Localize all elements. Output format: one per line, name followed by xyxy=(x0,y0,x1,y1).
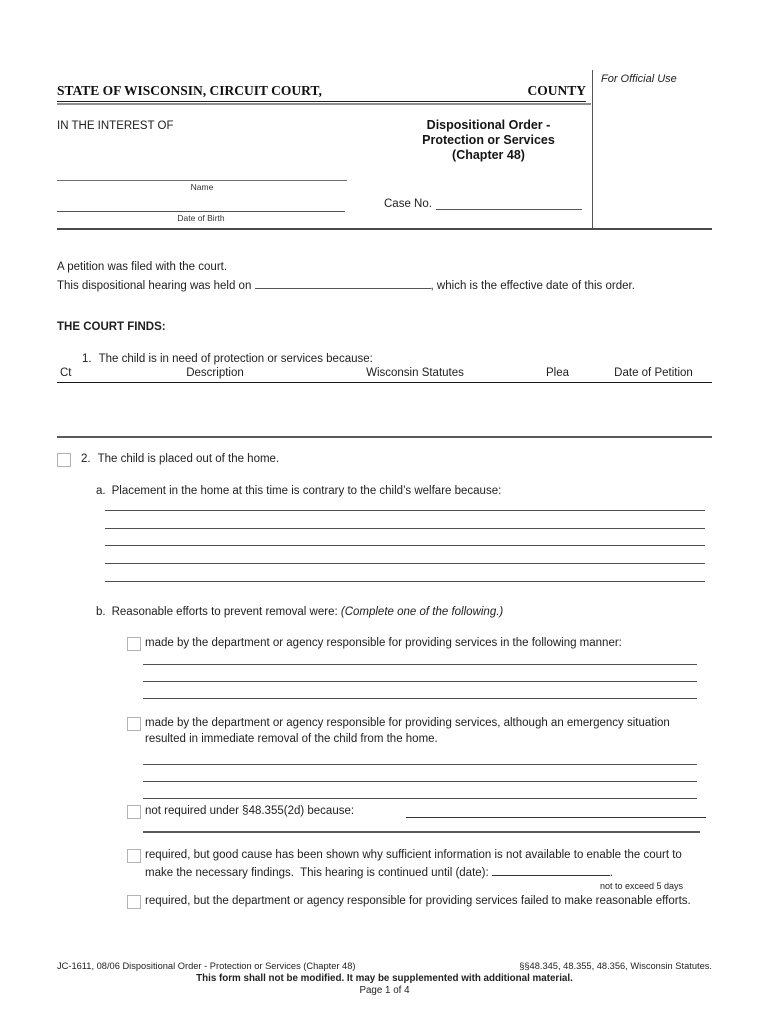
form-title-line1: Dispositional Order - xyxy=(426,118,551,132)
footer-statutes: §§48.345, 48.355, 48.356, Wisconsin Statutes. xyxy=(519,961,712,971)
official-use-box xyxy=(592,70,712,228)
sub-item-a-text: Placement in the home at this time is contrary to the child’s welfare because: xyxy=(111,485,502,497)
court-finds-heading: THE COURT FINDS: xyxy=(57,321,166,333)
finding-1 xyxy=(57,352,737,368)
option-good-cause xyxy=(57,848,770,892)
statutes-table-header xyxy=(57,367,712,383)
option-3-checkbox[interactable] xyxy=(127,805,141,819)
court-title-county: COUNTY xyxy=(527,83,586,98)
option-not-required xyxy=(57,804,770,820)
petition-filed-line: A petition was filed with the court. xyxy=(57,261,228,273)
intro-paragraph xyxy=(57,260,712,294)
write-line[interactable] xyxy=(143,682,697,699)
in-the-interest-of-label: IN THE INTEREST OF xyxy=(57,120,174,132)
option-2-checkbox[interactable] xyxy=(127,717,141,731)
sub-item-b-text-main: Reasonable efforts to prevent removal were: xyxy=(111,606,338,618)
footer-notice: This form shall not be modified. It may be supplemented with additional material. xyxy=(196,973,573,984)
write-line[interactable] xyxy=(143,665,697,682)
option-failed-reasonable-efforts xyxy=(57,894,770,910)
form-title-line3: (Chapter 48) xyxy=(452,148,525,162)
write-line[interactable] xyxy=(105,493,705,511)
option-made-by-agency-emergency xyxy=(57,716,770,747)
finding-2-number: 2. xyxy=(81,453,91,465)
option-1-checkbox[interactable] xyxy=(127,637,141,651)
hearing-date-line xyxy=(57,276,712,295)
option-1-write-lines xyxy=(143,648,697,699)
court-title-row xyxy=(57,83,586,102)
form-header xyxy=(57,70,712,230)
finding-2-checkbox[interactable] xyxy=(57,453,71,467)
footer-meta-row xyxy=(57,960,712,972)
write-line[interactable] xyxy=(105,529,705,547)
sub-item-b xyxy=(57,605,751,621)
col-date-of-petition: Date of Petition xyxy=(614,367,693,379)
write-line[interactable] xyxy=(105,564,705,582)
case-number-label: Case No. xyxy=(384,198,432,210)
hearing-date-text-after: , which is the effective date of this order. xyxy=(430,279,635,292)
footer-page-number: Page 1 of 4 xyxy=(359,985,410,996)
option-4-text-before: required, but good cause has been shown why sufficient information is not available to enable the court to make the necessary findings. This hearing is continued until (date): xyxy=(145,849,685,879)
form-title xyxy=(385,118,592,163)
option-4-note: not to exceed 5 days xyxy=(600,881,684,891)
write-line[interactable] xyxy=(105,546,705,564)
option-4-text-after: . xyxy=(609,866,613,879)
write-line[interactable] xyxy=(143,748,697,765)
option-3-text: not required under §48.355(2d) because: xyxy=(145,805,355,817)
date-of-birth-label: Date of Birth xyxy=(177,213,225,223)
sub-item-b-instruction: (Complete one of the following.) xyxy=(340,606,504,618)
finding-2-text: The child is placed out of the home. xyxy=(97,453,280,465)
footer-form-id: JC-1611, 08/06 Dispositional Order - Protection or Services (Chapter 48) xyxy=(57,961,356,971)
write-line[interactable] xyxy=(143,765,697,782)
option-3-continuation-line[interactable] xyxy=(143,831,700,833)
case-number-row xyxy=(384,196,582,210)
case-number-field[interactable] xyxy=(436,196,582,210)
name-label: Name xyxy=(190,182,214,192)
section-divider-rule xyxy=(57,436,712,438)
col-plea: Plea xyxy=(545,367,570,379)
form-footer xyxy=(57,960,712,997)
form-title-line2: Protection or Services xyxy=(422,133,555,147)
official-use-label: For Official Use xyxy=(601,73,677,85)
option-2-text: made by the department or agency responsible for providing services, although an emergency situation resulted in immediate removal of the child from the home. xyxy=(145,717,670,745)
court-title-left: STATE OF WISCONSIN, CIRCUIT COURT, xyxy=(57,83,322,98)
finding-2 xyxy=(57,452,712,468)
sub-item-b-letter: b. xyxy=(96,606,106,618)
date-of-birth-field[interactable] xyxy=(57,211,345,212)
option-5-text: required, but the department or agency responsible for providing services failed to make reasonable efforts. xyxy=(145,895,691,907)
option-4-date-field[interactable] xyxy=(492,864,610,876)
finding-1-number: 1. xyxy=(82,353,92,365)
county-blank-field[interactable] xyxy=(322,83,528,99)
option-5-checkbox[interactable] xyxy=(127,895,141,909)
option-4-body xyxy=(145,848,698,892)
col-description: Description xyxy=(186,367,244,379)
statutes-table-body[interactable] xyxy=(57,386,712,434)
hearing-date-text-before: This dispositional hearing was held on xyxy=(57,279,252,292)
write-line[interactable] xyxy=(143,648,697,665)
option-1-text: made by the department or agency responsible for providing services in the following manner: xyxy=(145,637,622,649)
sub-item-a-letter: a. xyxy=(96,485,106,497)
header-double-rule xyxy=(57,103,591,105)
option-2-write-lines xyxy=(143,748,697,799)
sub-item-b-text xyxy=(112,605,504,621)
col-ct: Ct xyxy=(60,367,72,379)
sub-item-a-write-lines xyxy=(105,493,705,582)
option-3-reason-field[interactable] xyxy=(406,804,706,818)
option-4-checkbox[interactable] xyxy=(127,849,141,863)
hearing-date-field[interactable] xyxy=(255,276,431,289)
col-wisconsin-statutes: Wisconsin Statutes xyxy=(366,367,464,379)
write-line[interactable] xyxy=(143,782,697,799)
write-line[interactable] xyxy=(105,511,705,529)
finding-1-text: The child is in need of protection or services because: xyxy=(98,353,373,365)
name-field[interactable] xyxy=(57,180,347,181)
